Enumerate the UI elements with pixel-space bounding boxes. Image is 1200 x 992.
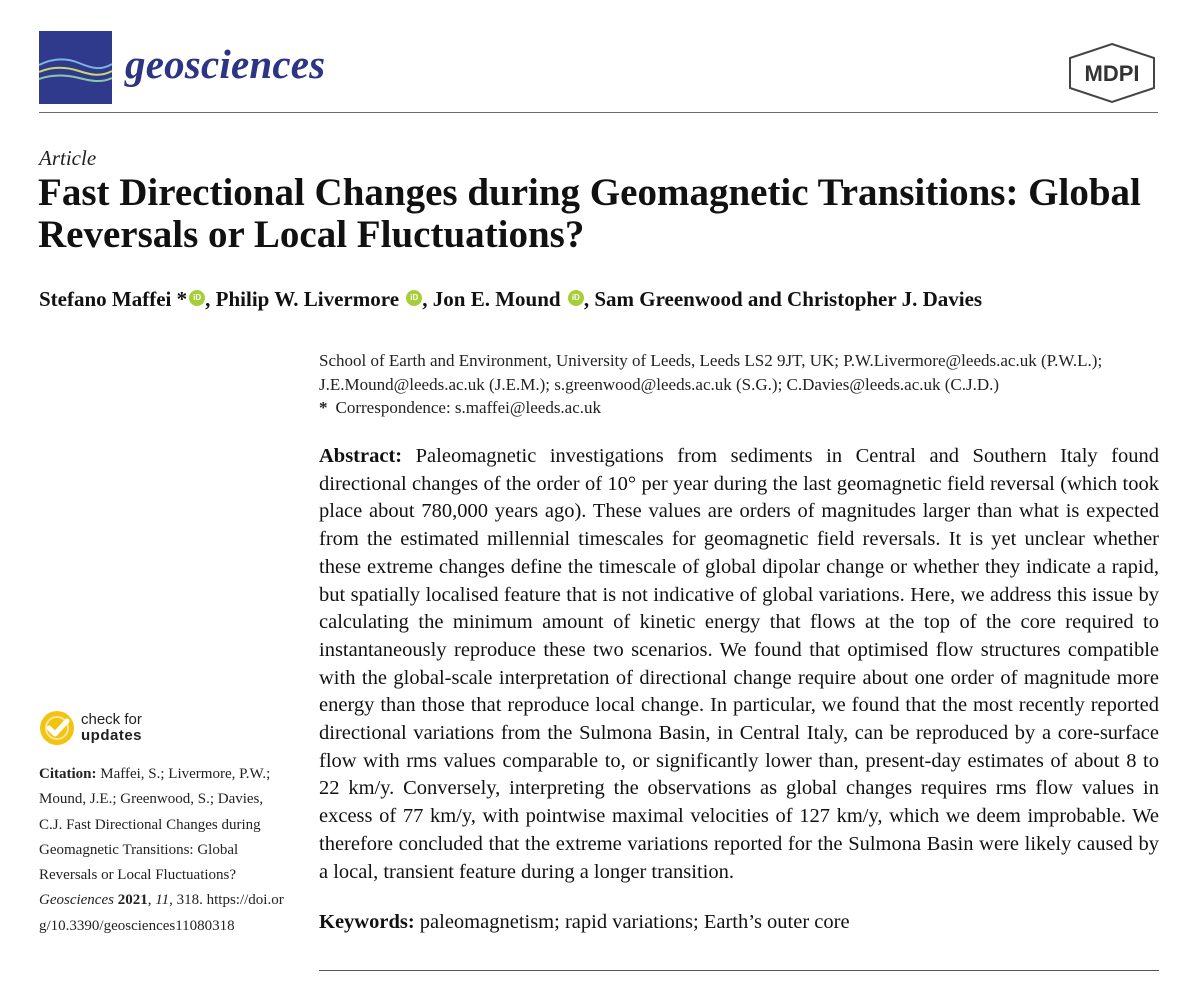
keywords <box>319 911 850 934</box>
citation-doi-link[interactable]: https://doi.org/10.3390/geosciences11080318 <box>39 892 284 934</box>
citation-block: Citation: Maffei, S.; Livermore, P.W.; Mound, J.E.; Greenwood, S.; Davies, C.J. Fast Directional Changes during Geomagnetic Transitions: Global Reversals or Local Fluctuations? Geosciences 2021, 11, 318. https://doi.org/10.3390/geosciences11080318 <box>39 766 284 934</box>
article-type: Article <box>39 146 97 170</box>
correspondence-text: Correspondence: s.maffei@leeds.ac.uk <box>335 398 602 417</box>
corresponding-marker: * <box>176 287 188 311</box>
citation-label: Citation: <box>39 766 97 782</box>
citation-journal: Geosciences <box>39 892 114 909</box>
affiliation-line: School of Earth and Environment, University of Leeds, Leeds LS2 9JT, UK; P.W.Livermore@leeds.ac.uk (P.W.L.); <box>319 351 1103 370</box>
header-divider <box>39 112 1158 113</box>
author-list: Stefano Maffei * iD , Philip W. Livermore iD , Jon E. Mound iD , Sam Greenwood and Christopher J. Davies <box>39 287 983 311</box>
orcid-icon[interactable]: iD <box>568 290 584 306</box>
check-updates-line2: updates <box>81 727 143 744</box>
bottom-divider <box>319 970 1159 971</box>
citation-year: 2021 <box>117 892 148 909</box>
affiliation-block <box>319 349 1159 420</box>
check-updates-line1: check for <box>81 711 142 728</box>
author-name: Philip W. Livermore <box>215 287 400 311</box>
citation-volume: 11 <box>155 892 170 909</box>
author-name: Jon E. Mound <box>432 287 561 311</box>
orcid-icon[interactable]: iD <box>189 290 205 306</box>
abstract <box>319 443 1159 886</box>
abstract-label: Abstract: <box>319 445 403 467</box>
orcid-icon[interactable]: iD <box>406 290 422 306</box>
check-for-updates-badge[interactable] <box>39 710 142 746</box>
author-name: , Sam Greenwood and Christopher J. Davies <box>583 287 983 311</box>
citation-text: Maffei, S.; Livermore, P.W.; Mound, J.E.; Greenwood, S.; Davies, C.J. Fast Directional Changes during Geomagnetic Transitions: Global Reversals or Local Fluctuations? <box>39 766 271 884</box>
affiliation-line: J.E.Mound@leeds.ac.uk (J.E.M.); s.greenwood@leeds.ac.uk (S.G.); C.Davies@leeds.ac.uk (C.J.D.) <box>319 374 1000 394</box>
correspondence-marker: * <box>319 398 328 417</box>
publisher-name: MDPI <box>1084 61 1140 86</box>
keywords-text: paleomagnetism; rapid variations; Earth’s outer core <box>419 911 850 933</box>
author-name: Stefano Maffei <box>39 287 172 311</box>
journal-logo <box>39 31 112 104</box>
article-title: Fast Directional Changes during Geomagnetic Transitions: Global Reversals or Local Fluctuations? <box>38 171 1141 256</box>
mdpi-logo <box>1066 42 1158 104</box>
keywords-label: Keywords: <box>319 911 415 933</box>
citation-article-number: 318. <box>176 892 203 909</box>
journal-name: geosciences <box>125 41 326 87</box>
correspondence-line <box>319 396 1159 420</box>
check-icon <box>39 710 75 746</box>
abstract-text: Paleomagnetic investigations from sediments in Central and Southern Italy found directional changes of the order of 10° per year during the last geomagnetic field reversal (which took place about 780,000 years ago). These values are orders of magnitudes larger than what is expected from the estimated millennial timescales for geomagnetic field reversals. It is yet unclear whether these extreme changes define the timescale of global dipolar change or whether they indicate a rapid, but spatially localised feature that is not indicative of global variations. Here, we address this issue by calculating the minimum amount of kinetic energy that flows at the top of the core required to instantaneously reproduce these two scenarios. We found that optimised flow structures compatible with the global-scale interpretation of directional change require about one order of magnitude more energy than those that reproduce local change. In particular, we found that the most recently reported directional variations from the Sulmona Basin, in Central Italy, can be reproduced by a core-surface flow with rms values comparable to, or significantly lower than, present-day estimates of about 8 to 22 km/y. Conversely, interpreting the observations as global changes requires rms flow values in excess of 77 km/y, with pointwise maximal velocities of 127 km/y, which we deem improbable. We therefore concluded that the extreme variations reported for the Sulmona Basin were likely caused by a local, transient feature during a longer transition. <box>319 445 1160 883</box>
